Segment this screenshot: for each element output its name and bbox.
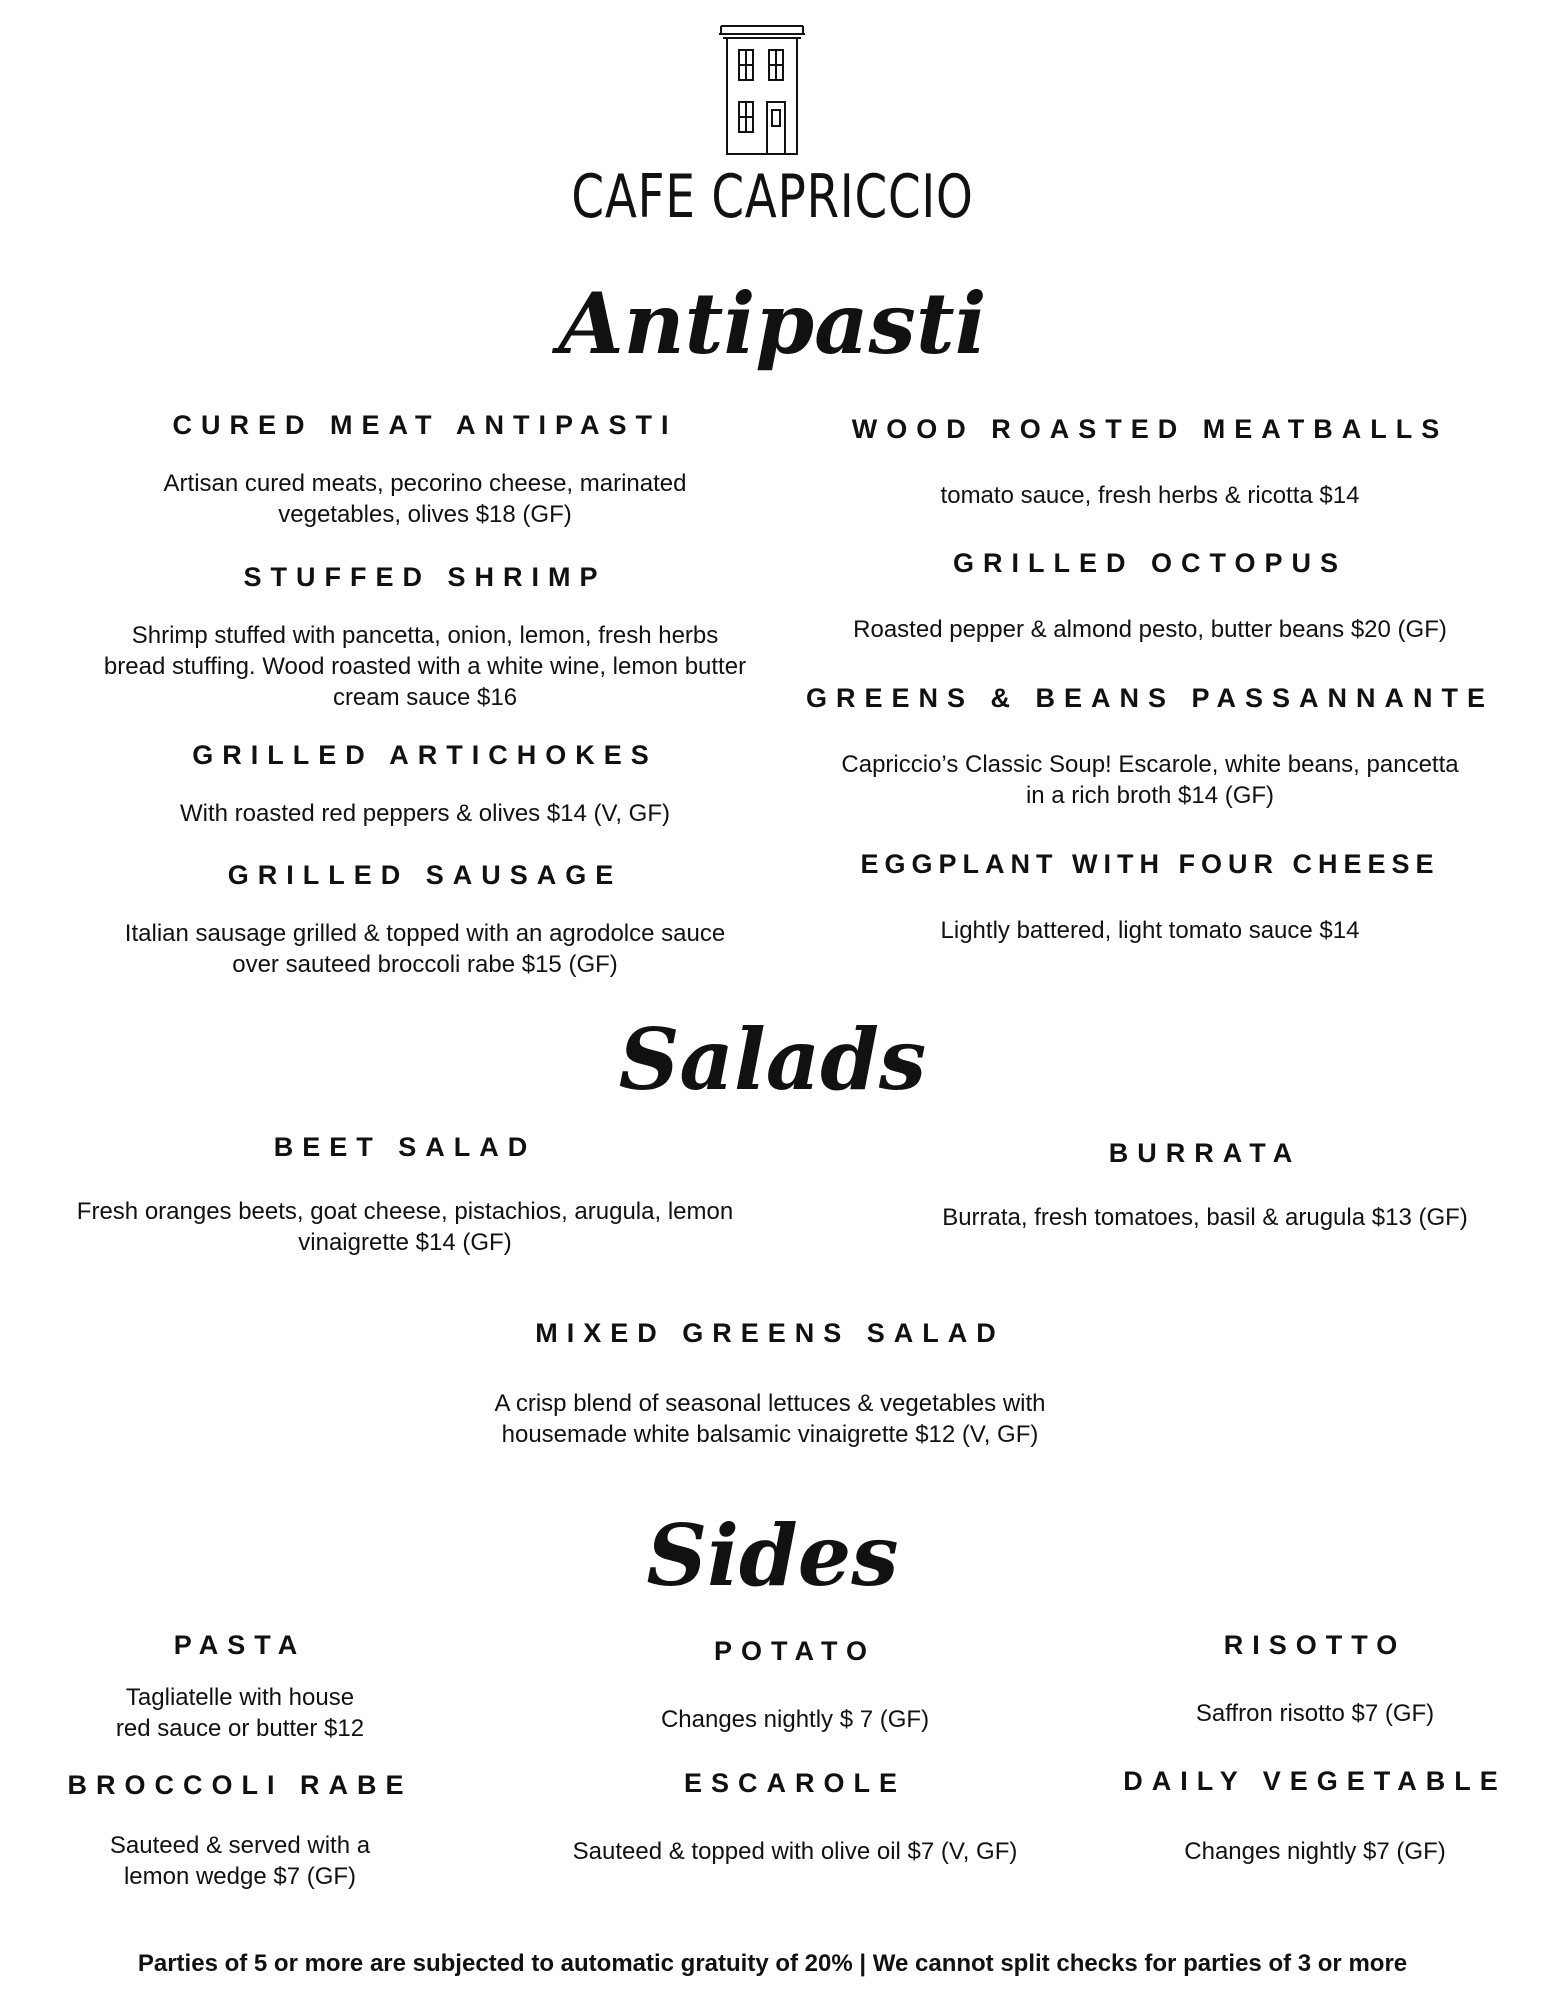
item-desc: A crisp blend of seasonal lettuces & vegetables with housemade white balsamic vinaigrette $12 (V, GF) bbox=[494, 1390, 1046, 1448]
menu-item bbox=[1110, 1630, 1520, 1730]
menu-item bbox=[420, 1318, 1120, 1448]
item-desc: Shrimp stuffed with pancetta, onion, lemon, fresh herbs bread stuffing. Wood roasted with a white wine, lemon butter cream sauce $16 bbox=[103, 622, 747, 711]
item-name: STUFFED SHRIMP bbox=[243, 562, 607, 592]
item-name: PASTA bbox=[173, 1630, 307, 1660]
menu-item bbox=[1110, 1766, 1520, 1866]
menu-item bbox=[770, 414, 1530, 514]
section-title-salads: Salads bbox=[618, 1010, 927, 1109]
item-desc: Sauteed & topped with olive oil $7 (V, GF) bbox=[572, 1838, 1018, 1865]
menu-item bbox=[90, 410, 760, 540]
item-name: DAILY VEGETABLE bbox=[1123, 1766, 1507, 1796]
footer-policy-note: Parties of 5 or more are subjected to automatic gratuity of 20% | We cannot split checks for parties of 3 or more bbox=[137, 1950, 1408, 1977]
item-desc: Saffron risotto $7 (GF) bbox=[1195, 1700, 1435, 1727]
item-desc: Lightly battered, light tomato sauce $14 bbox=[940, 917, 1360, 944]
item-name: GRILLED OCTOPUS bbox=[952, 548, 1348, 578]
item-desc: Changes nightly $7 (GF) bbox=[1184, 1838, 1446, 1865]
item-desc: With roasted red peppers & olives $14 (V, GF) bbox=[179, 800, 670, 827]
item-desc: Burrata, fresh tomatoes, basil & arugula $13 (GF) bbox=[942, 1204, 1468, 1231]
menu-item bbox=[90, 740, 760, 830]
item-name: GRILLED ARTICHOKES bbox=[192, 740, 658, 770]
menu-item bbox=[860, 1138, 1545, 1238]
item-name: WOOD ROASTED MEATBALLS bbox=[851, 414, 1449, 444]
menu-item bbox=[770, 849, 1530, 949]
menu-item bbox=[90, 562, 760, 712]
item-name: BEET SALAD bbox=[273, 1132, 537, 1162]
item-name: POTATO bbox=[714, 1636, 876, 1666]
item-name: GRILLED SAUSAGE bbox=[227, 860, 623, 890]
item-desc: Tagliatelle with house red sauce or butter $12 bbox=[115, 1684, 365, 1742]
item-desc: Sauteed & served with a lemon wedge $7 (GF) bbox=[109, 1832, 371, 1890]
item-desc: Fresh oranges beets, goat cheese, pistachios, arugula, lemon vinaigrette $14 (GF) bbox=[76, 1198, 734, 1256]
item-desc: Roasted pepper & almond pesto, butter beans $20 (GF) bbox=[853, 616, 1447, 643]
item-desc: Changes nightly $ 7 (GF) bbox=[660, 1706, 930, 1733]
item-name: BURRATA bbox=[1108, 1138, 1302, 1168]
section-title-antipasti: Antipasti bbox=[558, 274, 987, 373]
menu-item bbox=[50, 1132, 760, 1262]
item-name: BROCCOLI RABE bbox=[67, 1770, 413, 1800]
item-desc: tomato sauce, fresh herbs & ricotta $14 bbox=[940, 482, 1360, 509]
menu-item bbox=[770, 548, 1530, 648]
restaurant-name: CAFE CAPRICCIO bbox=[571, 162, 974, 232]
item-name: GREENS & BEANS PASSANNANTE bbox=[805, 683, 1495, 713]
item-desc: Artisan cured meats, pecorino cheese, marinated vegetables, olives $18 (GF) bbox=[163, 470, 687, 528]
menu-item bbox=[770, 683, 1530, 813]
menu-item bbox=[520, 1768, 1070, 1868]
item-name: RISOTTO bbox=[1223, 1630, 1407, 1660]
menu-item bbox=[90, 860, 760, 990]
item-name: MIXED GREENS SALAD bbox=[535, 1318, 1005, 1348]
item-name: EGGPLANT WITH FOUR CHEESE bbox=[860, 849, 1440, 879]
menu-item bbox=[60, 1630, 420, 1750]
item-name: CURED MEAT ANTIPASTI bbox=[172, 410, 678, 440]
menu-item bbox=[520, 1636, 1070, 1736]
section-title-sides: Sides bbox=[646, 1506, 899, 1605]
building-logo-icon bbox=[717, 22, 807, 157]
item-name: ESCAROLE bbox=[683, 1768, 907, 1798]
menu-item bbox=[40, 1770, 440, 1890]
item-desc: Capriccio’s Classic Soup! Escarole, white beans, pancetta in a rich broth $14 (GF) bbox=[841, 751, 1459, 809]
item-desc: Italian sausage grilled & topped with an agrodolce sauce over sauteed broccoli rabe $15 (GF) bbox=[124, 920, 726, 978]
